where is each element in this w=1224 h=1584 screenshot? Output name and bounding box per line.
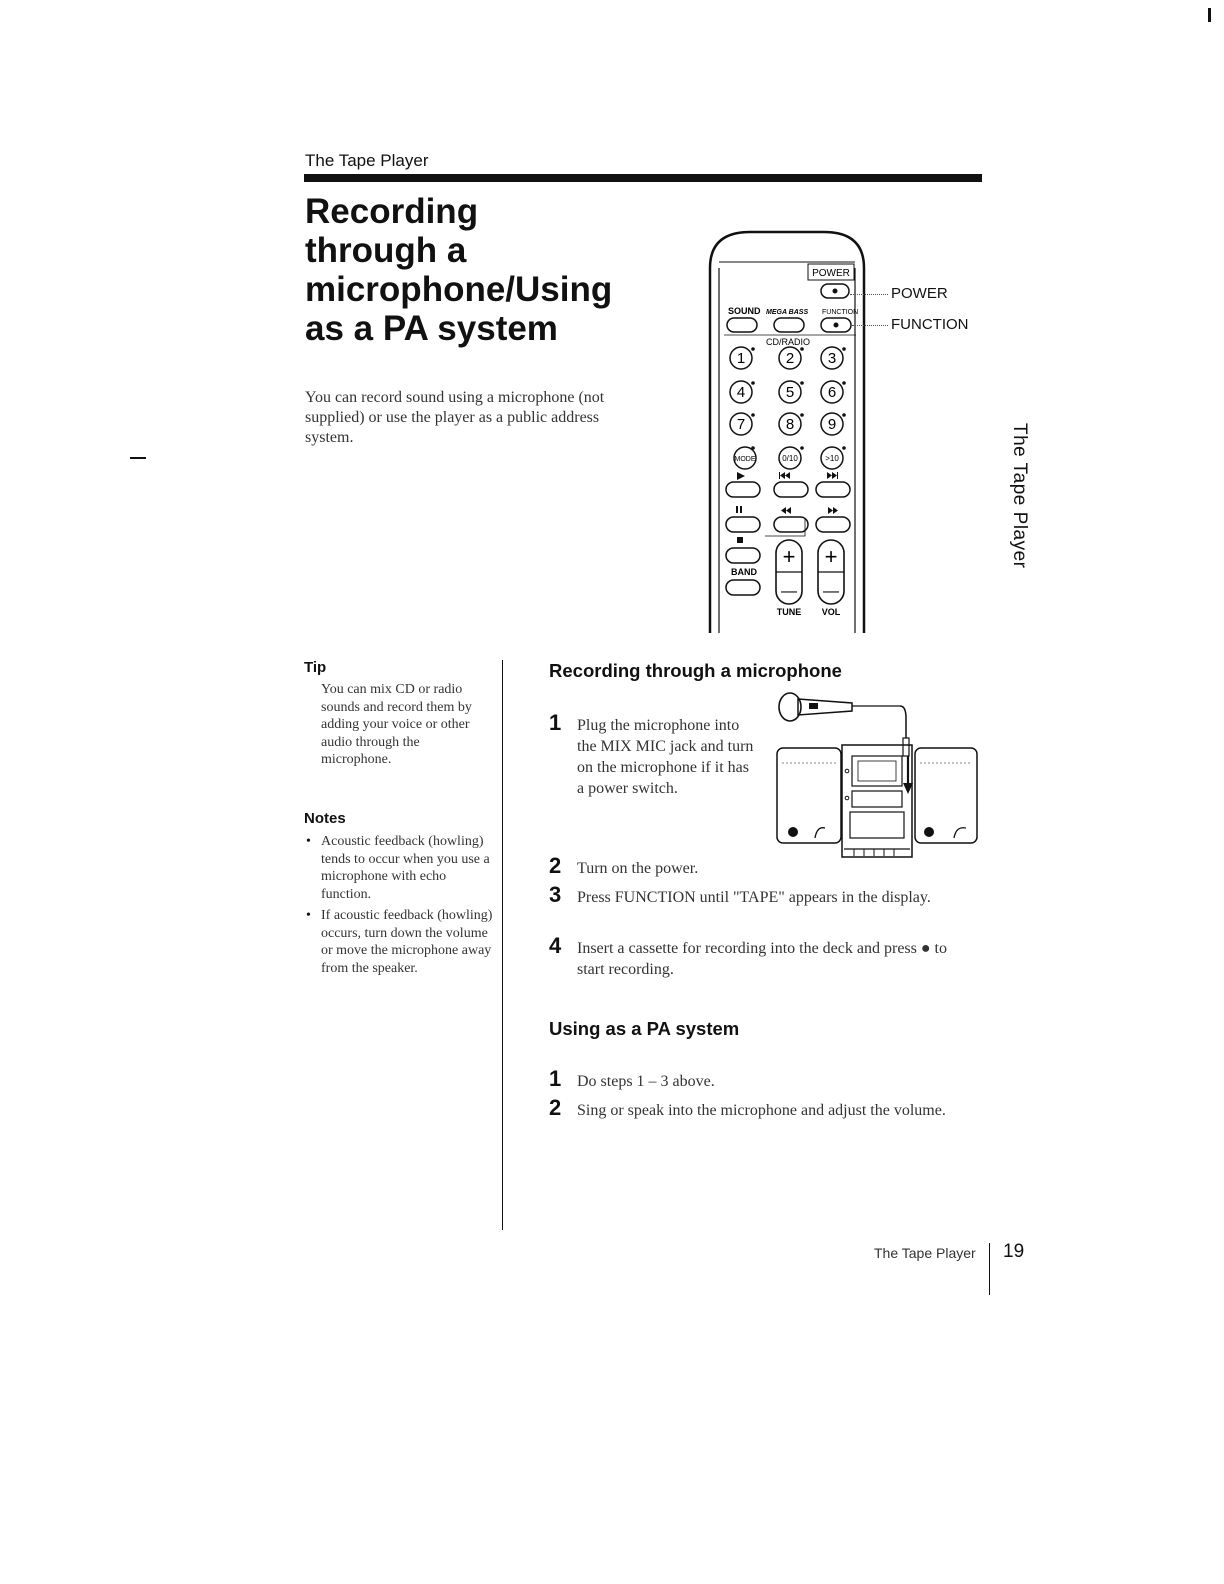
remote-rewind-button bbox=[774, 517, 808, 532]
intro-paragraph: You can record sound using a microphone (not supplied) or use the player as a public address system. bbox=[305, 389, 605, 446]
remote-vol-label: VOL bbox=[821, 607, 841, 617]
recording-step-4 bbox=[549, 933, 959, 984]
svg-text:+: + bbox=[782, 544, 796, 569]
title-line-4: as a PA system bbox=[305, 309, 558, 348]
step-text: Turn on the power. bbox=[577, 860, 699, 877]
svg-text:9: 9 bbox=[827, 416, 837, 433]
svg-text:2: 2 bbox=[785, 350, 795, 367]
title-line-1: Recording bbox=[305, 192, 479, 231]
svg-text:—: — bbox=[781, 583, 797, 600]
tip-body: You can mix CD or radio sounds and record them by adding your voice or other audio through the microphone. bbox=[321, 682, 472, 767]
column-divider bbox=[502, 660, 503, 1230]
remote-megabass-label: MEGA BASS bbox=[766, 309, 809, 316]
step-number: 4 bbox=[549, 933, 562, 958]
remote-prev-button bbox=[774, 482, 808, 497]
recording-step-1 bbox=[549, 710, 769, 825]
step-number: 3 bbox=[549, 882, 562, 907]
step-number: 1 bbox=[549, 710, 562, 735]
pa-step-2 bbox=[549, 1095, 969, 1146]
footer-section: The Tape Player bbox=[874, 1245, 976, 1261]
remote-tune-label: TUNE bbox=[776, 607, 802, 617]
svg-text:0/10: 0/10 bbox=[782, 454, 798, 463]
remote-play-button bbox=[726, 482, 760, 497]
remote-cdradio-label: CD/RADIO bbox=[765, 337, 811, 347]
tip-heading: Tip bbox=[304, 659, 327, 676]
step-text: Plug the microphone into the MIX MIC jack and turn on the microphone if it has a power switch. bbox=[577, 717, 754, 797]
remote-control-illustration bbox=[700, 228, 880, 633]
recording-step-2 bbox=[549, 853, 949, 882]
svg-text:+: + bbox=[824, 544, 838, 569]
microphone-stereo-illustration bbox=[772, 690, 982, 862]
power-leader-line bbox=[850, 294, 888, 295]
remote-ffwd-button bbox=[816, 517, 850, 532]
remote-band-button bbox=[726, 580, 760, 595]
margin-mark-top-right bbox=[1208, 8, 1211, 22]
function-callout: FUNCTION bbox=[891, 316, 969, 333]
header-rule bbox=[304, 174, 982, 182]
page-number: 19 bbox=[1003, 1241, 1025, 1262]
margin-mark-left bbox=[130, 457, 146, 459]
remote-power-label: POWER bbox=[812, 268, 850, 279]
step-number: 2 bbox=[549, 1095, 562, 1120]
notes-list bbox=[304, 833, 494, 981]
remote-sound-button bbox=[727, 318, 757, 332]
remote-stop-button bbox=[726, 548, 760, 563]
remote-pause-button bbox=[726, 517, 760, 532]
step-text: Do steps 1 – 3 above. bbox=[577, 1073, 715, 1090]
title-line-3: microphone/Using bbox=[305, 270, 613, 309]
remote-next-button bbox=[816, 482, 850, 497]
footer-divider bbox=[989, 1243, 990, 1295]
pa-step-1 bbox=[549, 1066, 959, 1095]
note-item: • If acoustic feedback (howling) occurs, turn down the volume or move the microphone away from the speaker. bbox=[304, 907, 494, 977]
remote-sound-label: SOUND bbox=[728, 306, 761, 316]
step-text: Press FUNCTION until "TAPE" appears in the display. bbox=[577, 889, 931, 906]
step-text: Insert a cassette for recording into the deck and press ● to start recording. bbox=[577, 940, 947, 978]
svg-text:—: — bbox=[823, 583, 839, 600]
note-item: • Acoustic feedback (howling) tends to occur when you use a microphone with echo function. bbox=[304, 833, 494, 903]
page-title bbox=[305, 192, 665, 348]
svg-text:MODE: MODE bbox=[734, 456, 756, 463]
recording-heading: Recording through a microphone bbox=[549, 660, 842, 681]
pa-heading: Using as a PA system bbox=[549, 1018, 740, 1039]
remote-band-label: BAND bbox=[731, 567, 757, 577]
svg-text:1: 1 bbox=[736, 350, 746, 367]
remote-function-label: FUNCTION bbox=[822, 309, 859, 316]
section-label: The Tape Player bbox=[305, 151, 429, 170]
step-text: Sing or speak into the microphone and adjust the volume. bbox=[577, 1102, 946, 1119]
remote-megabass-button bbox=[774, 318, 804, 332]
side-tab bbox=[1004, 425, 1032, 575]
function-leader-line bbox=[852, 325, 888, 326]
svg-text:6: 6 bbox=[827, 384, 837, 401]
svg-text:4: 4 bbox=[736, 384, 746, 401]
title-line-2: through a bbox=[305, 231, 467, 270]
svg-text:7: 7 bbox=[736, 416, 746, 433]
svg-text:>10: >10 bbox=[825, 454, 839, 463]
step-number: 2 bbox=[549, 853, 562, 878]
svg-text:8: 8 bbox=[785, 416, 795, 433]
recording-step-3 bbox=[549, 882, 959, 933]
svg-text:3: 3 bbox=[827, 350, 837, 367]
step-number: 1 bbox=[549, 1066, 562, 1091]
svg-text:5: 5 bbox=[785, 384, 795, 401]
remote-digit-keypad bbox=[730, 347, 843, 435]
power-callout: POWER bbox=[891, 285, 948, 302]
side-tab-label: The Tape Player bbox=[1009, 423, 1030, 569]
notes-heading: Notes bbox=[304, 810, 346, 827]
